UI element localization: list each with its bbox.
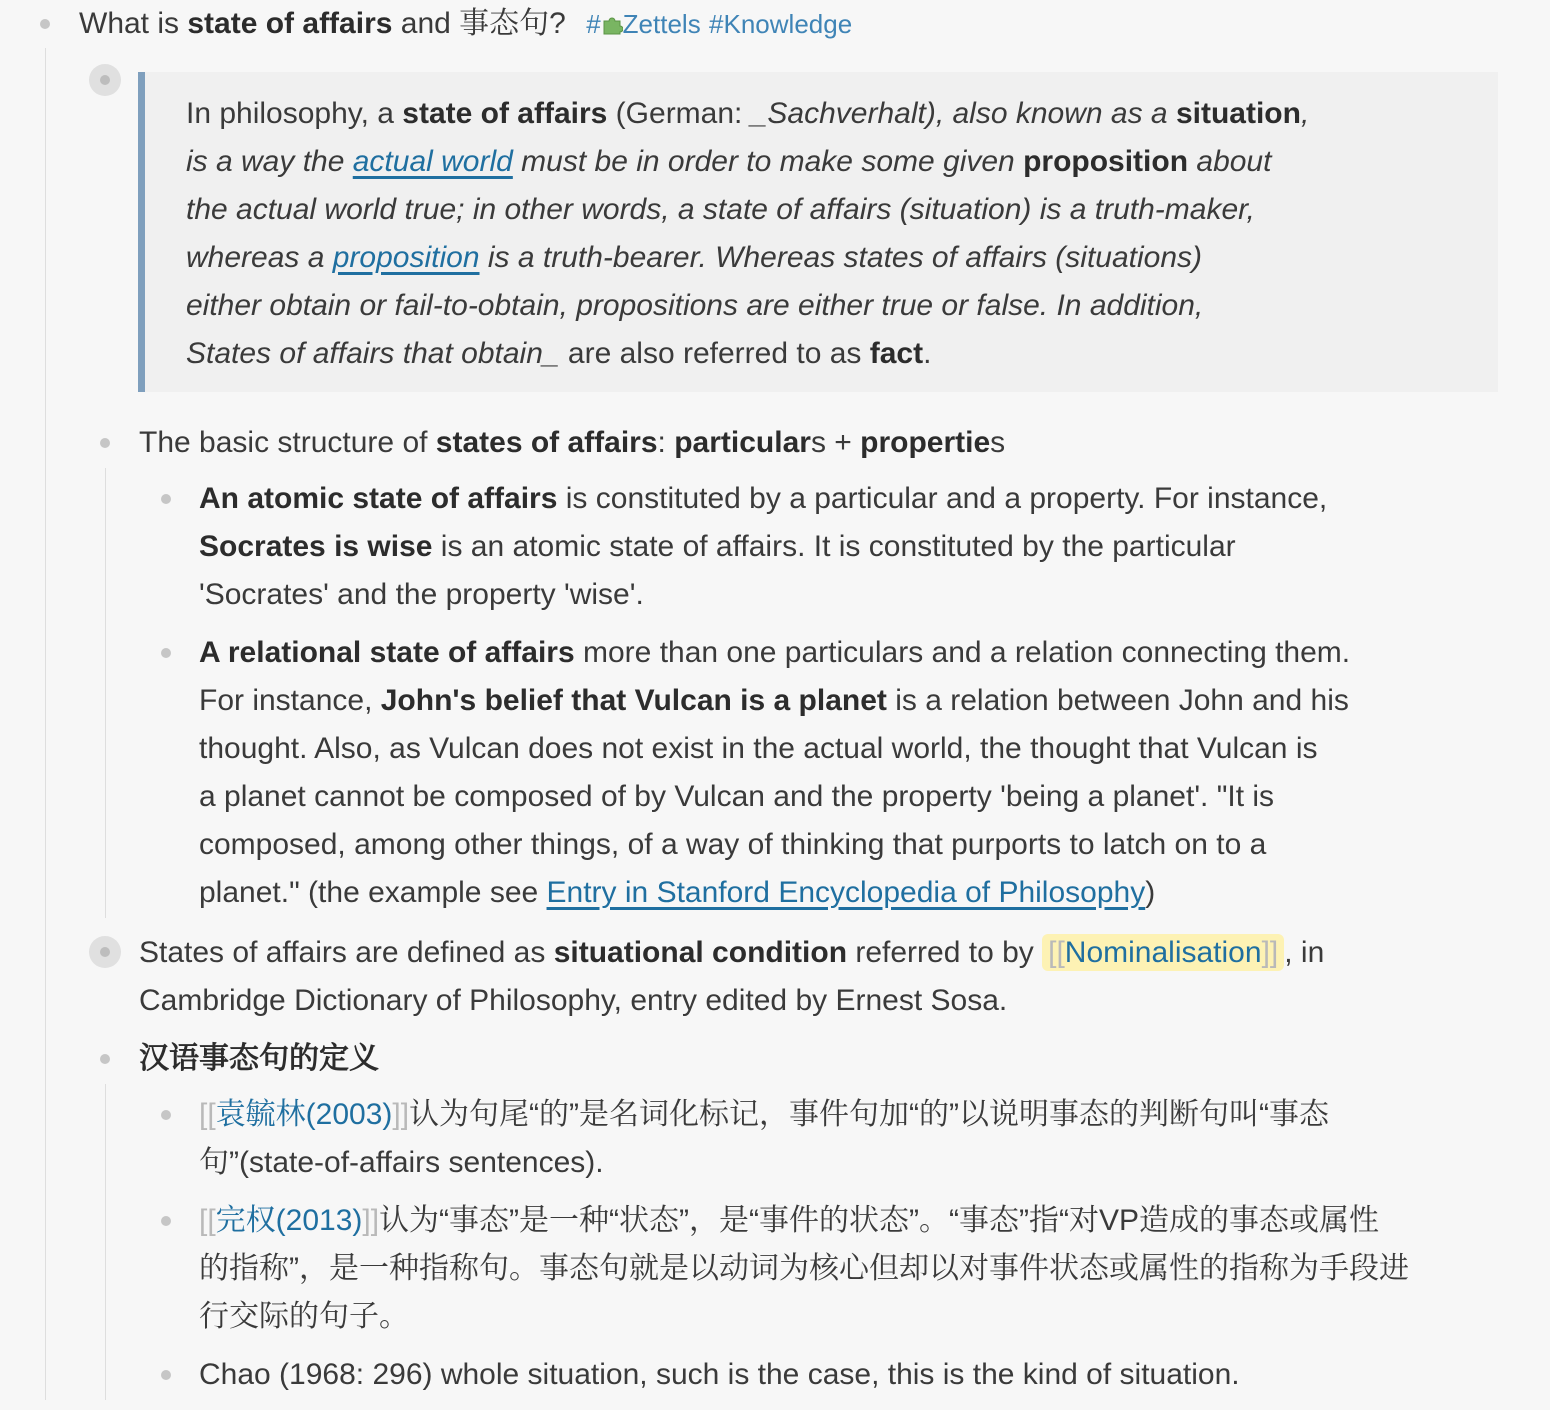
relational-text: For instance, bbox=[199, 684, 381, 717]
atomic-line-1 bbox=[199, 475, 1519, 523]
defined-text: , in bbox=[1284, 936, 1325, 969]
root-bullet[interactable] bbox=[40, 19, 50, 29]
defined-line-1 bbox=[139, 929, 1539, 977]
chinese-item1-line-1 bbox=[199, 1091, 1519, 1139]
atomic-line-3: 'Socrates' and the property 'wise'. bbox=[199, 578, 644, 611]
root-title-bold: state of affairs bbox=[187, 7, 393, 40]
chinese-item1-line-2: 句”(state-of-affairs sentences). bbox=[199, 1146, 604, 1179]
defined-text: States of affairs are defined as bbox=[139, 936, 554, 969]
quote-text: (German: bbox=[607, 97, 751, 130]
chinese-item1-bullet[interactable] bbox=[161, 1110, 171, 1120]
quote-line-2 bbox=[186, 138, 1458, 186]
atomic-line-2 bbox=[199, 523, 1519, 571]
relational-text: ) bbox=[1145, 876, 1156, 909]
blockquote bbox=[138, 72, 1498, 392]
chinese-heading-text: 汉语事态句的定义 bbox=[139, 1042, 379, 1075]
defined-bold: situational condition bbox=[553, 936, 848, 969]
root-title-pre: What is bbox=[79, 7, 188, 40]
guide-line-chinese bbox=[105, 1084, 106, 1400]
quote-text: . bbox=[923, 337, 932, 370]
quote-bold: fact bbox=[869, 337, 924, 370]
quote-italic: is a truth-bearer. Whereas states of affairs (situations) bbox=[479, 241, 1203, 274]
quote-italic: about bbox=[1188, 145, 1272, 178]
root-title-mid: and 事态句? bbox=[392, 7, 566, 40]
structure-text: s + bbox=[810, 426, 861, 459]
quote-italic: States of affairs that obtain_ bbox=[186, 337, 560, 370]
root-title[interactable] bbox=[79, 0, 852, 48]
ref-bracket: [[ bbox=[199, 1204, 216, 1237]
defined-bullet-collapsed[interactable] bbox=[89, 936, 121, 968]
structure-text: : bbox=[657, 426, 675, 459]
link-proposition[interactable]: proposition bbox=[332, 241, 480, 274]
quote-italic: whereas a bbox=[186, 241, 333, 274]
page-ref-yuan-2003[interactable]: 袁毓林(2003) bbox=[215, 1098, 393, 1131]
relational-line-5: composed, among other things, of a way of thinking that purports to latch on to a bbox=[199, 828, 1267, 861]
chinese-item2-bullet[interactable] bbox=[161, 1216, 171, 1226]
relational-bullet[interactable] bbox=[161, 648, 171, 658]
relational-bold: A relational state of affairs bbox=[199, 636, 575, 669]
relational-bold: John's belief that Vulcan is a planet bbox=[380, 684, 887, 717]
chinese-item-3[interactable]: Chao (1968: 296) whole situation, such is the case, this is the kind of situation. bbox=[199, 1358, 1240, 1391]
chinese-item-2[interactable] bbox=[199, 1197, 1519, 1341]
quote-bold: state of affairs bbox=[402, 97, 608, 130]
ref-bracket: ]] bbox=[362, 1204, 380, 1237]
chinese-item2-line-3: 行交际的句子。 bbox=[199, 1300, 409, 1333]
chinese-item2-text: 认为“事态”是一种“状态”，是“事件的状态”。“事态”指“对VP造成的事态或属性 bbox=[379, 1204, 1379, 1237]
atomic-block[interactable] bbox=[199, 475, 1519, 619]
structure-line[interactable] bbox=[139, 419, 1005, 467]
structure-bullet[interactable] bbox=[100, 438, 110, 448]
structure-bold: states of affairs bbox=[435, 426, 658, 459]
relational-text: is a relation between John and his bbox=[886, 684, 1349, 717]
chinese-item1-text: 认为句尾“的”是名词化标记，事件句加“的”以说明事态的判断句叫“事态 bbox=[409, 1098, 1330, 1131]
atomic-bold: An atomic state of affairs bbox=[199, 482, 558, 515]
chinese-item2-line-1 bbox=[199, 1197, 1519, 1245]
relational-text: more than one particulars and a relation connecting them. bbox=[574, 636, 1351, 669]
defined-block[interactable] bbox=[139, 929, 1539, 1025]
chinese-bullet[interactable] bbox=[100, 1054, 110, 1064]
ref-bracket: ]] bbox=[1261, 936, 1279, 969]
relational-line-3: thought. Also, as Vulcan does not exist in the actual world, the thought that Vulcan is bbox=[199, 732, 1318, 765]
page-ref-nominalisation[interactable] bbox=[1042, 934, 1284, 971]
structure-bold: particular bbox=[674, 426, 811, 459]
chinese-heading[interactable] bbox=[139, 1035, 379, 1083]
page-ref-wan-2013[interactable]: 完权(2013) bbox=[215, 1204, 363, 1237]
quote-italic: the actual world true; in other words, a state of affairs (situation) is a truth-maker, bbox=[186, 193, 1255, 226]
link-actual-world[interactable]: actual world bbox=[352, 145, 513, 178]
relational-text: planet." (the example see bbox=[199, 876, 547, 909]
atomic-bullet[interactable] bbox=[161, 494, 171, 504]
tag-zettels[interactable] bbox=[586, 9, 701, 39]
link-stanford-entry[interactable]: Entry in Stanford Encyclopedia of Philosophy bbox=[546, 876, 1146, 909]
relational-block[interactable] bbox=[199, 629, 1519, 917]
ref-bracket: [[ bbox=[199, 1098, 216, 1131]
relational-line-4: a planet cannot be composed of by Vulcan and the property 'being a planet'. "It is bbox=[199, 780, 1275, 813]
relational-line-6 bbox=[199, 869, 1519, 917]
quote-italic: _Sachverhalt), also known as a bbox=[750, 97, 1176, 130]
chinese-item-1[interactable] bbox=[199, 1091, 1519, 1187]
quote-line-1 bbox=[186, 90, 1458, 138]
chinese-item2-line-2: 的指称”，是一种指称句。事态句就是以动词为核心但却以对事件状态或属性的指称为手段进 bbox=[199, 1252, 1409, 1285]
guide-line-root bbox=[45, 48, 46, 1400]
defined-line-2: Cambridge Dictionary of Philosophy, entry edited by Ernest Sosa. bbox=[139, 984, 1008, 1017]
quote-italic: is a way the bbox=[186, 145, 353, 178]
ref-bracket: ]] bbox=[392, 1098, 410, 1131]
quote-line-6 bbox=[186, 330, 1458, 378]
atomic-text: is an atomic state of affairs. It is constituted by the particular bbox=[432, 530, 1236, 563]
atomic-text: is constituted by a particular and a property. For instance, bbox=[557, 482, 1328, 515]
relational-line-1 bbox=[199, 629, 1519, 677]
puzzle-icon bbox=[601, 14, 623, 36]
quote-text: are also referred to as bbox=[559, 337, 870, 370]
quote-bullet-collapsed[interactable] bbox=[89, 64, 121, 96]
quote-italic: , bbox=[1300, 97, 1310, 130]
quote-text: In philosophy, a bbox=[186, 97, 403, 130]
defined-text: referred to by bbox=[847, 936, 1043, 969]
relational-line-2 bbox=[199, 677, 1519, 725]
tag-zettels-label: Zettels bbox=[622, 9, 701, 39]
quote-italic: must be in order to make some given bbox=[512, 145, 1024, 178]
guide-line-structure bbox=[105, 468, 106, 918]
quote-line-4 bbox=[186, 234, 1458, 282]
quote-bold: situation bbox=[1175, 97, 1301, 130]
tag-knowledge[interactable]: #Knowledge bbox=[709, 9, 853, 39]
ref-text: Nominalisation bbox=[1064, 936, 1262, 969]
chinese-item3-bullet[interactable] bbox=[161, 1370, 171, 1380]
ref-bracket: [[ bbox=[1048, 936, 1065, 969]
structure-bold: propertie bbox=[860, 426, 991, 459]
quote-italic: either obtain or fail-to-obtain, propositions are either true or false. In addition, bbox=[186, 289, 1204, 322]
quote-line-3 bbox=[186, 186, 1458, 234]
atomic-bold: Socrates is wise bbox=[199, 530, 433, 563]
structure-text: The basic structure of bbox=[139, 426, 436, 459]
quote-bold: proposition bbox=[1023, 145, 1189, 178]
tag-hash: # bbox=[586, 9, 601, 39]
quote-line-5 bbox=[186, 282, 1458, 330]
structure-text: s bbox=[990, 426, 1006, 459]
